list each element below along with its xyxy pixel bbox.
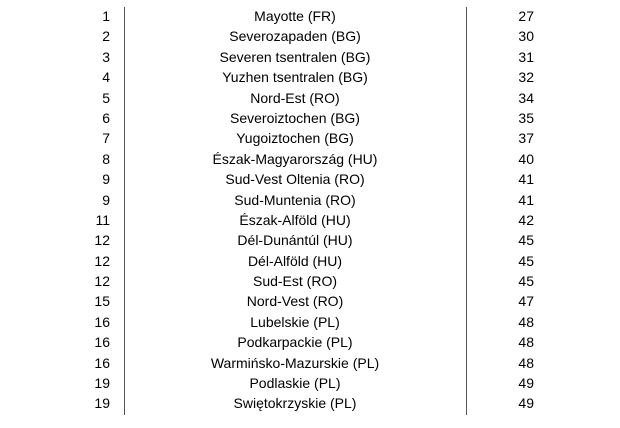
rank-cell: 5: [102, 89, 110, 106]
rank-cell: 2: [102, 28, 110, 45]
region-cell: Severozapaden (BG): [229, 28, 361, 45]
table-row: [0, 210, 620, 230]
region-cell: Podkarpackie (PL): [237, 334, 353, 351]
region-cell: Yugoiztochen (BG): [236, 130, 354, 147]
table-row: [0, 47, 620, 67]
region-cell: Lubelskie (PL): [250, 313, 340, 330]
value-cell: 45: [518, 232, 534, 249]
rank-cell: 16: [94, 354, 110, 371]
region-cell: Észak-Alföld (HU): [239, 211, 351, 228]
table-row: [0, 26, 620, 46]
value-cell: 34: [518, 89, 534, 106]
rank-cell: 9: [102, 171, 110, 188]
region-cell: Severen tsentralen (BG): [219, 48, 371, 65]
value-cell: 45: [518, 252, 534, 269]
region-cell: Nord-Est (RO): [250, 89, 340, 106]
region-cell: Warmińsko-Mazurskie (PL): [210, 354, 380, 371]
rank-cell: 16: [94, 313, 110, 330]
rank-cell: 7: [102, 130, 110, 147]
rank-cell: 11: [95, 211, 110, 228]
table-row: [0, 353, 620, 373]
value-cell: 30: [518, 28, 534, 45]
region-cell: Nord-Vest (RO): [246, 293, 344, 310]
rank-cell: 12: [94, 232, 110, 249]
region-cell: Dél-Dunántúl (HU): [237, 232, 353, 249]
region-cell: Sud-Est (RO): [252, 273, 337, 290]
region-cell: Sud-Muntenia (RO): [234, 191, 356, 208]
table-row: [0, 67, 620, 87]
rank-cell: 9: [102, 191, 110, 208]
region-cell: Swiętokrzyskie (PL): [233, 395, 357, 412]
table-row: [0, 190, 620, 210]
table-row: [0, 149, 620, 169]
rank-cell: 4: [102, 69, 110, 86]
region-cell: Sud-Vest Oltenia (RO): [225, 171, 365, 188]
region-cell: Severoiztochen (BG): [230, 109, 360, 126]
value-cell: 45: [518, 273, 534, 290]
value-cell: 48: [518, 354, 534, 371]
table-row: [0, 312, 620, 332]
value-cell: 41: [518, 171, 534, 188]
table-row: [0, 128, 620, 148]
value-cell: 41: [518, 191, 534, 208]
table-row: [0, 88, 620, 108]
value-cell: 49: [518, 395, 534, 412]
table-row: [0, 332, 620, 352]
rank-cell: 15: [94, 293, 110, 310]
value-cell: 27: [518, 8, 534, 24]
region-cell: Podlaskie (PL): [249, 375, 341, 392]
value-cell: 42: [518, 211, 534, 228]
rank-cell: 16: [94, 334, 110, 351]
rank-cell: 8: [102, 150, 110, 167]
rank-cell: 12: [94, 252, 110, 269]
value-cell: 48: [518, 334, 534, 351]
value-cell: 48: [518, 313, 534, 330]
table-row: [0, 108, 620, 128]
value-cell: 37: [518, 130, 534, 147]
rank-cell: 3: [102, 48, 110, 65]
table-row: [0, 393, 620, 413]
value-cell: 40: [518, 150, 534, 167]
region-cell: Dél-Alföld (HU): [247, 252, 343, 269]
region-cell: Yuzhen tsentralen (BG): [222, 69, 368, 86]
table-row: [0, 6, 620, 26]
region-cell: Észak-Magyarország (HU): [212, 150, 378, 167]
value-cell: 32: [518, 69, 534, 86]
rank-cell: 6: [102, 109, 110, 126]
table-row: [0, 271, 620, 291]
region-ranking-table: [0, 6, 620, 414]
table-row: [0, 169, 620, 189]
value-cell: 47: [518, 293, 534, 310]
table-row: [0, 251, 620, 271]
table-row: [0, 230, 620, 250]
value-cell: 49: [518, 375, 534, 392]
rank-cell: 12: [94, 273, 110, 290]
table-row: [0, 291, 620, 311]
table-row: [0, 373, 620, 393]
rank-cell: 1: [102, 8, 110, 24]
rank-cell: 19: [94, 375, 110, 392]
rank-cell: 19: [94, 395, 110, 412]
region-cell: Mayotte (FR): [254, 8, 336, 24]
value-cell: 35: [518, 109, 534, 126]
value-cell: 31: [518, 48, 534, 65]
